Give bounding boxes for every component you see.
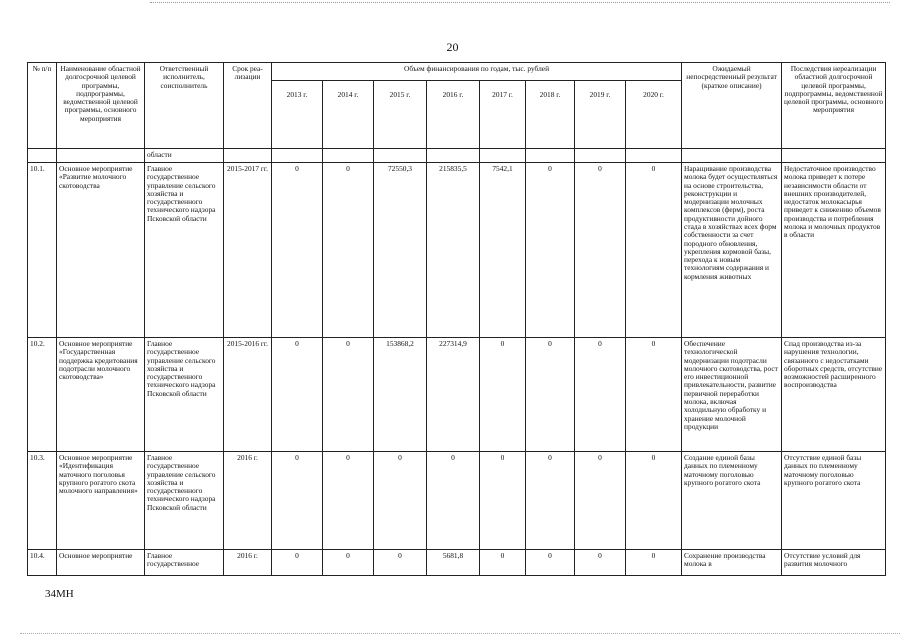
row-value-2020: 0 — [626, 338, 682, 452]
header-year: 2020 г. — [626, 81, 682, 149]
table-row — [28, 338, 886, 452]
row-num: 10.4. — [28, 550, 57, 576]
row-value-2017: 7542,1 — [480, 163, 526, 338]
header-year: 2017 г. — [480, 81, 526, 149]
header-year: 2016 г. — [427, 81, 480, 149]
header-result: Ожидаемый непосредственный результат (краткое описание) — [682, 63, 782, 149]
scan-edge-top — [150, 2, 890, 3]
row-value-2017: 0 — [480, 338, 526, 452]
row-name: Основное мероприятие «Идентификация маточного поголовья крупного рогатого скота молочного направления» — [57, 452, 145, 550]
row-executor: Главное государственное — [145, 550, 224, 576]
row-executor: Главное государственное управление сельского хозяйства и государственного технического надзора Псковской области — [145, 452, 224, 550]
header-row — [28, 63, 886, 81]
row-value-2019: 0 — [575, 163, 626, 338]
header-year: 2013 г. — [272, 81, 323, 149]
cell-empty — [57, 149, 145, 163]
scan-edge-bottom — [20, 633, 900, 634]
header-executor: Ответственный исполнитель, соисполнитель — [145, 63, 224, 149]
row-value-2013: 0 — [272, 452, 323, 550]
row-value-2013: 0 — [272, 163, 323, 338]
row-value-2014: 0 — [323, 452, 374, 550]
footer-code: 34МН — [45, 588, 74, 600]
row-value-2016: 215835,5 — [427, 163, 480, 338]
row-value-2015: 153868,2 — [374, 338, 427, 452]
header-num: № п/п — [28, 63, 57, 149]
row-value-2013: 0 — [272, 338, 323, 452]
row-consequences: Отсутствие единой базы данных по племенному маточному поголовью крупного рогатого скота — [782, 452, 886, 550]
row-value-2019: 0 — [575, 550, 626, 576]
row-consequences: Отсутствие условий для развития молочного — [782, 550, 886, 576]
row-num: 10.1. — [28, 163, 57, 338]
row-value-2020: 0 — [626, 452, 682, 550]
row-term: 2015-2017 гг. — [224, 163, 272, 338]
row-result: Создание единой базы данных по племенному маточному поголовью крупного рогатого скота — [682, 452, 782, 550]
row-name: Основное мероприятие «Развитие молочного скотоводства — [57, 163, 145, 338]
row-term: 2015-2016 гг. — [224, 338, 272, 452]
row-value-2016: 227314,9 — [427, 338, 480, 452]
header-term: Срок реа-лизации — [224, 63, 272, 149]
header-name: Наименование областной долгосрочной целевой программы, подпрограммы, ведомственной целевой программы, основного мероприятия — [57, 63, 145, 149]
row-value-2018: 0 — [526, 338, 575, 452]
row-value-2019: 0 — [575, 452, 626, 550]
header-year: 2018 г. — [526, 81, 575, 149]
page-number: 20 — [446, 40, 459, 54]
header-year: 2019 г. — [575, 81, 626, 149]
row-value-2016: 0 — [427, 452, 480, 550]
row-value-2015: 0 — [374, 452, 427, 550]
row-value-2017: 0 — [480, 550, 526, 576]
header-consequences: Последствия нереализации областной долгосрочной целевой программы, подпрограммы, ведомственной целевой программы, основного мероприятия — [782, 63, 886, 149]
row-value-2018: 0 — [526, 550, 575, 576]
row-value-2014: 0 — [323, 338, 374, 452]
row-result: Обеспечение технологической модернизации подотрасли молочного скотоводства, рост его инвестиционной привлекательности, развитие первичной переработки молока, включая холодильную обработку и хранение молочной продукции — [682, 338, 782, 452]
row-name: Основное мероприятие «Государственная поддержка кредитования подотрасли молочного скотоводства» — [57, 338, 145, 452]
row-value-2015: 0 — [374, 550, 427, 576]
row-num: 10.3. — [28, 452, 57, 550]
row-value-2016: 5681,8 — [427, 550, 480, 576]
row-value-2017: 0 — [480, 452, 526, 550]
header-financing: Объем финансирования по годам, тыс. рублей — [272, 63, 682, 81]
row-value-2014: 0 — [323, 163, 374, 338]
header-year: 2014 г. — [323, 81, 374, 149]
cell-empty — [224, 149, 272, 163]
row-value-2018: 0 — [526, 452, 575, 550]
row-value-2019: 0 — [575, 338, 626, 452]
row-term: 2016 г. — [224, 550, 272, 576]
header-year: 2015 г. — [374, 81, 427, 149]
row-consequences: Недостаточное производство молока приведет к потере независимости области от внешних производителей, недостаток молокасырья приведет к снижению объемов производства и потребления молока и молочных продуктов в области — [782, 163, 886, 338]
table-row — [28, 550, 886, 576]
row-value-2020: 0 — [626, 163, 682, 338]
row-result: Сохранение производства молока в — [682, 550, 782, 576]
row-value-2018: 0 — [526, 163, 575, 338]
financing-table — [27, 62, 886, 576]
cell-empty — [28, 149, 57, 163]
row-value-2020: 0 — [626, 550, 682, 576]
row-executor: Главное государственное управление сельского хозяйства и государственного технического надзора Псковской области — [145, 338, 224, 452]
row-value-2014: 0 — [323, 550, 374, 576]
table-row — [28, 163, 886, 338]
cell-continuation: области — [145, 149, 224, 163]
row-value-2015: 72550,3 — [374, 163, 427, 338]
row-name: Основное мероприятие — [57, 550, 145, 576]
row-consequences: Спад производства из-за нарушения технологии, связанного с недостатками оборотных средств, отсутствие возможностей расширенного воспроизводства — [782, 338, 886, 452]
row-num: 10.2. — [28, 338, 57, 452]
row-value-2013: 0 — [272, 550, 323, 576]
continuation-row — [28, 149, 886, 163]
row-result: Наращивание производства молока будет осуществляться на основе строительства, реконструкции и модернизации молочных комплексов (ферм), роста продуктивности дойного стада в хозяйствах всех форм собственности за счет породного обновления, укрепления кормовой базы, перехода к новым технологиям содержания и кормления животных — [682, 163, 782, 338]
table-row — [28, 452, 886, 550]
row-executor: Главное государственное управление сельского хозяйства и государственного технического надзора Псковской области — [145, 163, 224, 338]
row-term: 2016 г. — [224, 452, 272, 550]
